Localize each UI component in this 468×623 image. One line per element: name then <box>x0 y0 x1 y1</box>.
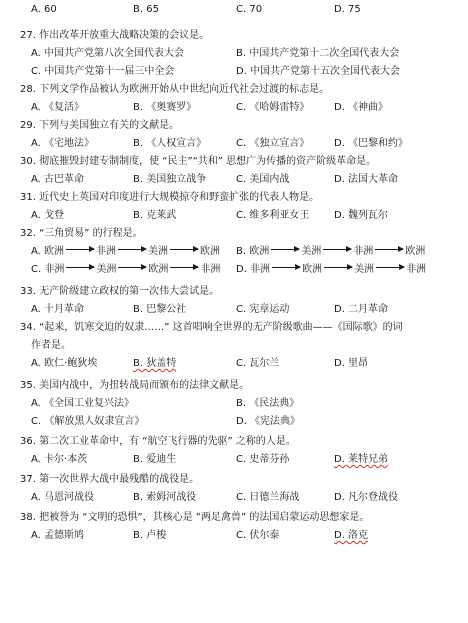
route-stop: 欧洲 <box>200 246 221 257</box>
arrow-icon <box>324 267 352 268</box>
question-31-option-b: B. 克莱武 <box>133 210 177 221</box>
question-34-stem-continued: 作者是。 <box>31 340 71 351</box>
question-36-stem: 36. 第二次工业革命中，有 “航空飞行器的先驱” 之称的人是。 <box>20 436 296 447</box>
route-stop: 欧洲 <box>148 264 169 275</box>
arrow-icon <box>118 267 146 268</box>
arrow-icon <box>66 249 94 250</box>
question-38-option-b: B. 卢梭 <box>133 530 167 541</box>
question-30-option-b: B. 美国独立战争 <box>133 174 207 185</box>
question-28-option-d: D. 《神曲》 <box>334 102 389 113</box>
question-27-option-b: B. 中国共产党第十二次全国代表大会 <box>236 48 400 59</box>
question-37-option-b: B. 索姆河战役 <box>133 492 197 503</box>
question-31-option-c: C. 维多利亚女王 <box>236 210 310 221</box>
question-27-option-d: D. 中国共产党第十五次全国代表大会 <box>236 66 401 77</box>
question-33-stem: 33. 无产阶级建立政权的第一次伟大尝试是。 <box>20 286 220 297</box>
arrow-icon <box>375 249 403 250</box>
option-d: D. 75 <box>334 4 361 15</box>
question-32-stem: 32. “三角贸易” 的行程是。 <box>20 228 143 239</box>
arrow-icon <box>170 249 198 250</box>
arrow-icon <box>376 267 404 268</box>
question-34-option-b: B. 狄盖特 <box>133 358 177 369</box>
question-38-stem: 38. 把被誉为 “文明的恐惧”，其核心是 “两足禽兽” 的法国启蒙运动思想家是。 <box>20 512 370 523</box>
route-stop: 非洲 <box>200 264 221 275</box>
arrow-icon <box>272 267 300 268</box>
route-stop: B. 欧洲 <box>236 246 270 257</box>
question-28-option-c: C. 《哈姆雷特》 <box>236 102 310 113</box>
question-34-stem: 34. “起来，饥寒交迫的奴隶……” 这首唱响全世界的无产阶级歌曲——《国际歌》的词 <box>20 322 403 333</box>
question-37-option-d: D. 凡尔登战役 <box>334 492 399 503</box>
question-34-option-a: A. 欧仁·鲍狄埃 <box>31 358 98 369</box>
question-34-option-c: C. 瓦尔兰 <box>236 358 280 369</box>
question-32-option-b <box>236 242 425 257</box>
question-29-option-d: D. 《巴黎和约》 <box>334 138 409 149</box>
question-27-option-c: C. 中国共产党第十一届三中全会 <box>31 66 175 77</box>
question-37-option-a: A. 马恩河战役 <box>31 492 95 503</box>
question-29-option-b: B. 《人权宣言》 <box>133 138 207 149</box>
question-28-option-b: B. 《奥赛罗》 <box>133 102 197 113</box>
question-35-option-b: B. 《民法典》 <box>236 398 300 409</box>
question-31-option-a: A. 戈登 <box>31 210 65 221</box>
arrow-icon <box>271 249 299 250</box>
question-27-stem: 27. 作出改革开放重大战略决策的会议是。 <box>20 30 210 41</box>
question-29-stem: 29. 下列与美国独立有关的文献是。 <box>20 120 180 131</box>
question-28-option-a: A. 《复活》 <box>31 102 85 113</box>
arrow-icon <box>118 249 146 250</box>
option-a: A. 60 <box>31 4 57 15</box>
question-38-option-d: D. 洛克 <box>334 530 369 541</box>
arrow-icon <box>323 249 351 250</box>
question-34-option-d: D. 里昂 <box>334 358 369 369</box>
route-stop: D. 非洲 <box>236 264 271 275</box>
question-31-option-d: D. 魏列瓦尔 <box>334 210 389 221</box>
question-35-option-c: C. 《解放黑人奴隶宣言》 <box>31 416 145 427</box>
question-36-option-a: A. 卡尔·本茨 <box>31 454 88 465</box>
route-stop: 非洲 <box>96 246 117 257</box>
route-stop: 欧洲 <box>405 246 426 257</box>
question-31-stem: 31. 近代史上英国对印度进行大规模掠夺和野蛮扩张的代表人物是。 <box>20 192 320 203</box>
option-b: B. 65 <box>133 4 159 15</box>
question-36-option-c: C. 史蒂芬孙 <box>236 454 290 465</box>
question-30-option-a: A. 古巴革命 <box>31 174 85 185</box>
route-stop: 美洲 <box>148 246 169 257</box>
question-30-stem: 30. 彻底摧毁封建专制制度，使 “民主”“共和” 思想广为传播的资产阶级革命是。 <box>20 156 377 167</box>
question-33-option-a: A. 十月革命 <box>31 304 85 315</box>
question-35-option-d: D. 《宪法典》 <box>236 416 301 427</box>
arrow-icon <box>66 267 94 268</box>
route-stop: 美洲 <box>96 264 117 275</box>
question-33-option-c: C. 宪章运动 <box>236 304 290 315</box>
question-35-option-a: A. 《全国工业复兴法》 <box>31 398 135 409</box>
route-stop: 美洲 <box>354 264 375 275</box>
question-35-stem: 35. 美国内战中，为扭转战局而颁布的法律文献是。 <box>20 380 250 391</box>
question-32-option-a <box>31 242 220 257</box>
question-38-option-a: A. 孟德斯鸠 <box>31 530 85 541</box>
route-stop: 美洲 <box>301 246 322 257</box>
question-32-option-c <box>31 260 220 275</box>
route-stop: C. 非洲 <box>31 264 65 275</box>
route-stop: 非洲 <box>353 246 374 257</box>
question-29-option-a: A. 《宅地法》 <box>31 138 95 149</box>
question-30-option-d: D. 法国大革命 <box>334 174 399 185</box>
question-33-option-d: D. 二月革命 <box>334 304 389 315</box>
route-stop: A. 欧洲 <box>31 246 65 257</box>
question-28-stem: 28. 下列文学作品被认为欧洲开始从中世纪向近代社会过渡的标志是。 <box>20 84 330 95</box>
question-37-option-c: C. 日德兰海战 <box>236 492 300 503</box>
option-c: C. 70 <box>236 4 263 15</box>
question-36-option-b: B. 爱迪生 <box>133 454 177 465</box>
question-38-option-c: C. 伏尔泰 <box>236 530 280 541</box>
question-33-option-b: B. 巴黎公社 <box>133 304 187 315</box>
question-37-stem: 37. 第一次世界大战中最残酷的战役是。 <box>20 474 200 485</box>
arrow-icon <box>170 267 198 268</box>
question-29-option-c: C. 《独立宣言》 <box>236 138 310 149</box>
route-stop: 非洲 <box>406 264 427 275</box>
question-30-option-c: C. 美国内战 <box>236 174 290 185</box>
question-32-option-d <box>236 260 426 275</box>
question-36-option-d: D. 莱特兄弟 <box>334 454 389 465</box>
question-27-option-a: A. 中国共产党第八次全国代表大会 <box>31 48 185 59</box>
route-stop: 欧洲 <box>302 264 323 275</box>
